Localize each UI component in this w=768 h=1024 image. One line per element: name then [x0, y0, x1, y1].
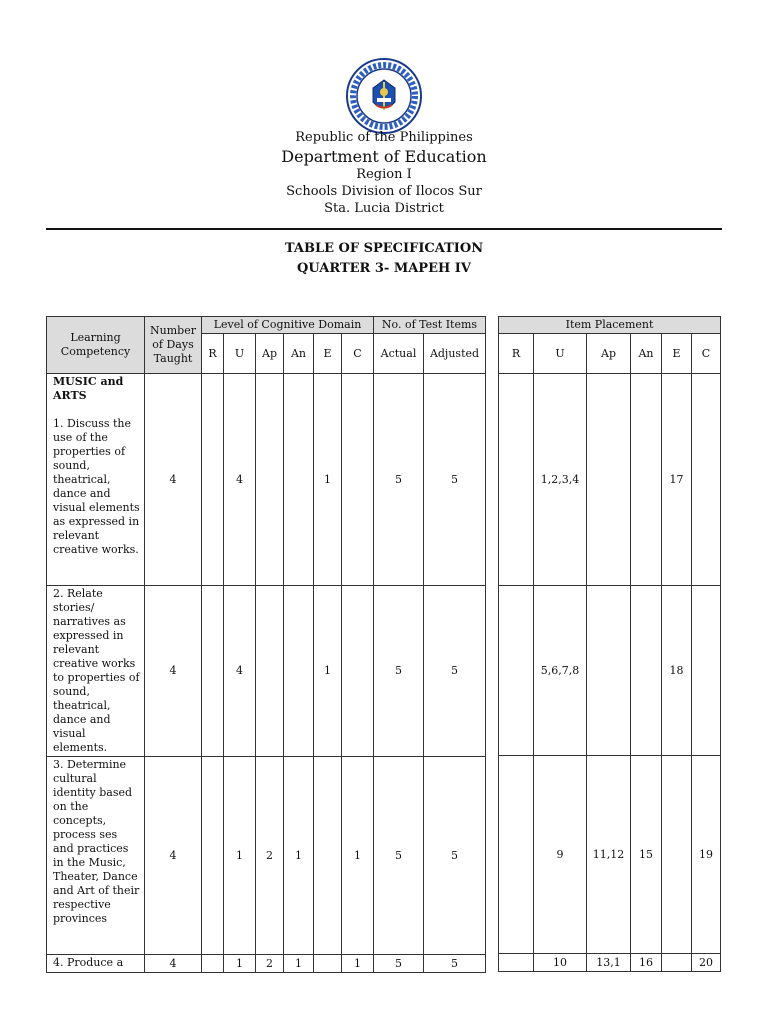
header-an: An	[284, 334, 314, 374]
r-cell	[499, 374, 534, 586]
r-cell	[202, 757, 224, 955]
header-department: Department of Education	[281, 147, 487, 166]
ap-cell: 2	[256, 955, 284, 973]
c-cell: 1	[342, 757, 374, 955]
adjusted-cell: 5	[424, 757, 486, 955]
table-row	[499, 374, 721, 586]
table-row	[499, 954, 721, 972]
item-placement-table	[498, 316, 721, 972]
e-cell	[662, 756, 692, 954]
u-cell: 1,2,3,4	[534, 374, 587, 586]
table-row	[47, 955, 486, 973]
u-cell: 1	[224, 757, 256, 955]
header-actual: Actual	[374, 334, 424, 374]
e-cell: 18	[662, 586, 692, 756]
header-district: Sta. Lucia District	[324, 201, 444, 216]
u-cell: 5,6,7,8	[534, 586, 587, 756]
doc-title: TABLE OF SPECIFICATION	[284, 241, 484, 256]
e-cell: 1	[314, 586, 342, 757]
e-cell	[662, 954, 692, 972]
ap-cell	[256, 586, 284, 757]
an-cell	[284, 374, 314, 586]
header-region: Region I	[356, 167, 412, 182]
table-row	[47, 757, 486, 955]
e-cell: 17	[662, 374, 692, 586]
actual-cell: 5	[374, 955, 424, 973]
header-adjusted: Adjusted	[424, 334, 486, 374]
competency-text: 3. Determine cultural identity based on the concepts, process ses and practices in the Music, Theater, Dance and Art of their respective provinces	[47, 757, 145, 955]
header-c: C	[342, 334, 374, 374]
r-cell	[499, 954, 534, 972]
header-republic: Republic of the Philippines	[295, 130, 473, 145]
table-row	[47, 374, 486, 586]
u-cell: 10	[534, 954, 587, 972]
an-cell	[631, 586, 662, 756]
table-row	[47, 586, 486, 757]
r-cell	[499, 756, 534, 954]
e-cell	[314, 955, 342, 973]
e-cell	[314, 757, 342, 955]
days-cell: 4	[145, 757, 202, 955]
header-competency: Learning Competency	[47, 317, 145, 374]
c-cell: 19	[692, 756, 721, 954]
c-cell	[342, 586, 374, 757]
adjusted-cell: 5	[424, 586, 486, 757]
header-item-placement: Item Placement	[499, 317, 721, 334]
table-row	[499, 586, 721, 756]
days-cell: 4	[145, 586, 202, 757]
u-cell: 4	[224, 374, 256, 586]
an-cell: 16	[631, 954, 662, 972]
header-c: C	[692, 334, 721, 374]
competency-text: 4. Produce a	[47, 955, 145, 973]
header-ap: Ap	[256, 334, 284, 374]
an-cell: 15	[631, 756, 662, 954]
an-cell	[631, 374, 662, 586]
header-e: E	[662, 334, 692, 374]
c-cell: 20	[692, 954, 721, 972]
ap-cell	[587, 586, 631, 756]
an-cell	[284, 586, 314, 757]
actual-cell: 5	[374, 374, 424, 586]
u-cell: 1	[224, 955, 256, 973]
r-cell	[202, 586, 224, 757]
c-cell	[692, 374, 721, 586]
c-cell	[342, 374, 374, 586]
r-cell	[202, 955, 224, 973]
c-cell	[692, 586, 721, 756]
deped-seal-logo	[346, 58, 422, 134]
an-cell: 1	[284, 955, 314, 973]
days-cell: 4	[145, 955, 202, 973]
u-cell: 9	[534, 756, 587, 954]
header-r: R	[499, 334, 534, 374]
r-cell	[202, 374, 224, 586]
header-cognitive: Level of Cognitive Domain	[202, 317, 374, 334]
competency-text: 2. Relate stories/ narratives as expressed in relevant creative works to properties of sound, theatrical, dance and visual elements.	[47, 586, 145, 757]
an-cell: 1	[284, 757, 314, 955]
ap-cell: 11,12	[587, 756, 631, 954]
header-ap: Ap	[587, 334, 631, 374]
actual-cell: 5	[374, 757, 424, 955]
actual-cell: 5	[374, 586, 424, 757]
ap-cell	[256, 374, 284, 586]
ap-cell	[587, 374, 631, 586]
ap-cell: 13,1	[587, 954, 631, 972]
ap-cell: 2	[256, 757, 284, 955]
doc-subtitle: QUARTER 3- MAPEH IV	[297, 261, 471, 276]
header-u: U	[224, 334, 256, 374]
specification-table	[46, 316, 486, 973]
header-an: An	[631, 334, 662, 374]
header-e: E	[314, 334, 342, 374]
competency-cell	[47, 374, 145, 586]
header-days: Number of Days Taught	[145, 317, 202, 374]
header-division: Schools Division of Ilocos Sur	[286, 184, 482, 199]
section-title: MUSIC and ARTS	[53, 375, 124, 402]
c-cell: 1	[342, 955, 374, 973]
adjusted-cell: 5	[424, 374, 486, 586]
header-r: R	[202, 334, 224, 374]
header-test-items: No. of Test Items	[374, 317, 486, 334]
header-divider	[46, 228, 722, 230]
competency-text: 1. Discuss the use of the properties of sound, theatrical, dance and visual elements as expressed in relevant creative works.	[53, 417, 140, 556]
table-row	[499, 756, 721, 954]
e-cell: 1	[314, 374, 342, 586]
r-cell	[499, 586, 534, 756]
adjusted-cell: 5	[424, 955, 486, 973]
u-cell: 4	[224, 586, 256, 757]
header-u: U	[534, 334, 587, 374]
days-cell: 4	[145, 374, 202, 586]
